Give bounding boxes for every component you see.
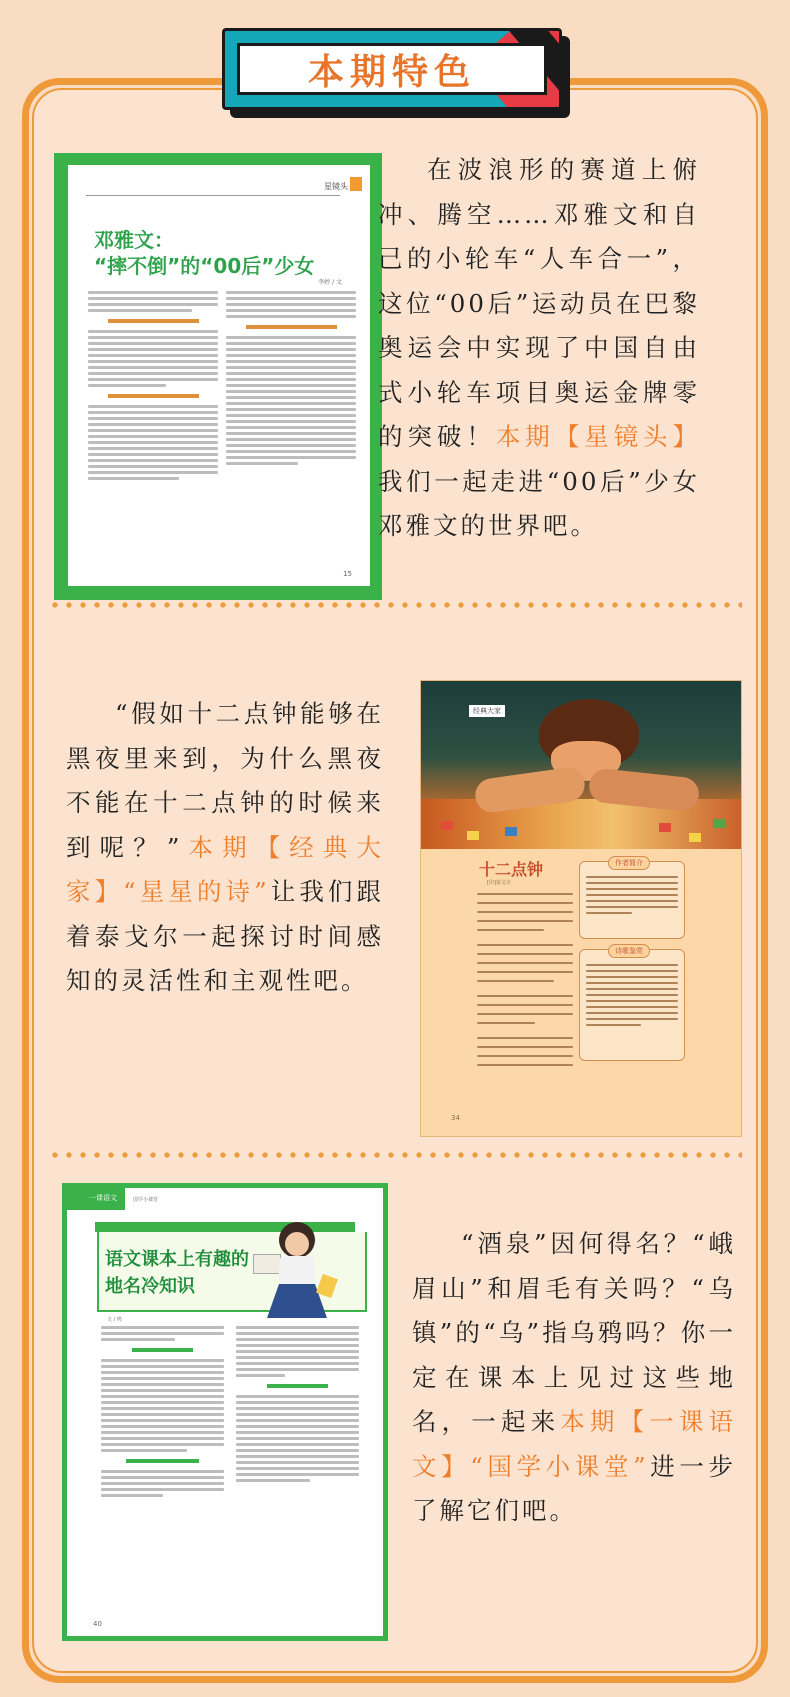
page-title: 本期特色 bbox=[307, 51, 476, 93]
article-author: 文 / 鸣 bbox=[107, 1317, 122, 1323]
poem-body bbox=[477, 893, 573, 1066]
feature-description-3 bbox=[412, 1222, 736, 1534]
column-highlight[interactable]: 本期【经典大家】“星星的诗” bbox=[66, 832, 385, 906]
headline-line-1: 语文课本上有趣的 bbox=[105, 1249, 249, 1270]
article-body bbox=[101, 1326, 359, 1612]
section-divider bbox=[48, 602, 742, 608]
page-number: 15 bbox=[343, 570, 352, 578]
title-bar bbox=[95, 1222, 355, 1232]
description-text: 进一步了解它们吧。 bbox=[412, 1451, 737, 1525]
column-highlight[interactable]: 本期【一课语文】“国学小课堂” bbox=[412, 1407, 736, 1481]
headline-line-2: 地名冷知识 bbox=[105, 1276, 195, 1297]
description-text: 在波浪形的赛道上俯冲、腾空……邓雅文和自己的小轮车“人车合一”，这位“00后”运动员在巴黎奥运会中实现了中国自由式小轮车项目奥运金牌零的突破！ bbox=[378, 155, 700, 451]
feature-thumbnail-1[interactable] bbox=[54, 153, 382, 600]
girl-body bbox=[279, 1256, 315, 1286]
header-badge bbox=[222, 28, 562, 110]
feature-thumbnail-2[interactable] bbox=[420, 680, 742, 1137]
feature-description-2 bbox=[66, 692, 384, 1004]
header-badge-inner bbox=[237, 43, 547, 95]
magazine-page bbox=[68, 165, 370, 586]
box-title: 作者简介 bbox=[608, 856, 650, 870]
article-author: 李婷 / 文 bbox=[318, 279, 342, 286]
text-column bbox=[88, 291, 218, 564]
article-body bbox=[88, 291, 356, 564]
sleeping-boy-illustration bbox=[421, 681, 741, 849]
text-column bbox=[226, 291, 356, 564]
headline-line-1: 邓雅文： bbox=[94, 228, 174, 252]
poem-title: 十二点钟 bbox=[479, 860, 544, 879]
description-text: “酒泉”因何得名？“峨眉山”和眉毛有关吗？“乌镇”的“乌”指乌鸦吗？你一定在课本上见过这些地名，一起来 bbox=[412, 1229, 736, 1436]
article-headline bbox=[94, 227, 314, 279]
headline-line-2: “摔不倒”的“00后”少女 bbox=[94, 254, 315, 278]
header-rule bbox=[86, 195, 340, 196]
author-bio-box bbox=[579, 861, 685, 939]
section-mark-icon bbox=[350, 177, 362, 191]
article-headline bbox=[105, 1246, 249, 1300]
appreciation-box bbox=[579, 949, 685, 1061]
description-text: 我们一起走进“00后”少女邓雅文的世界吧。 bbox=[378, 466, 700, 540]
description-text: 让我们跟着泰戈尔一起探讨时间感知的灵活性和主观性吧。 bbox=[66, 877, 384, 995]
box-title: 诗歌鉴赏 bbox=[608, 944, 650, 958]
column-highlight[interactable]: 本期【星镜头】 bbox=[495, 422, 701, 451]
text-column bbox=[101, 1326, 224, 1612]
page-number: 40 bbox=[93, 1620, 102, 1628]
section-divider bbox=[48, 1152, 742, 1158]
section-tagline: 国学小课堂 bbox=[133, 1197, 159, 1203]
page-number: 34 bbox=[451, 1114, 460, 1122]
section-label: 经典大家 bbox=[469, 705, 505, 717]
section-label: 一课语文 bbox=[89, 1194, 117, 1202]
feature-description-1 bbox=[378, 148, 700, 549]
text-column bbox=[236, 1326, 359, 1612]
feature-thumbnail-3[interactable] bbox=[62, 1183, 388, 1641]
description-text: “假如十二点钟能够在黑夜里来到，为什么黑夜不能在十二点钟的时候来到呢？” bbox=[66, 699, 384, 862]
section-label: 星镜头 bbox=[324, 182, 348, 191]
book-icon bbox=[253, 1254, 281, 1274]
poem-author: [印]泰戈尔 bbox=[487, 880, 511, 886]
girl-face bbox=[285, 1232, 309, 1256]
